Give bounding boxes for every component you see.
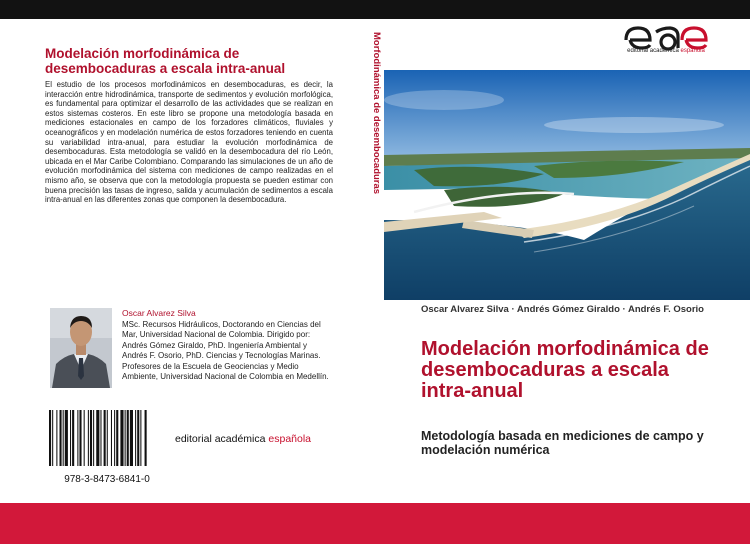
barcode-bar — [52, 410, 53, 466]
logo-text-main: editorial académica — [627, 48, 681, 54]
barcode-bar — [116, 410, 118, 466]
front-cover-authors: Oscar Alvarez Silva · Andrés Gómez Giraldo · Andrés F. Osorio — [421, 304, 704, 315]
publisher-name-main: editorial académica — [175, 433, 269, 445]
publisher-logo — [620, 22, 710, 60]
barcode-bar — [49, 410, 51, 466]
barcode-bar — [72, 410, 74, 466]
barcode-bar — [127, 410, 129, 466]
back-cover-blurb: El estudio de los procesos morfodinámicos en desembocaduras, es decir, la interacción entre hidrodinámica, transporte de sedimentos y evolución morfológica, es fundamental para optimizar el desarrollo de las actividades que se realizan en estos sistemas costeros. En este libro se propone una metodología basada en mediciones estacionales en campo de los forzadores climáticos, fluviales y oceanográficos y en modelación numérica de estos forzadores teniendo en cuenta su variabilidad intra-anual, para estudiar la evolución morfodinámica de desembocaduras. Esta metodología se validó en la desembocadura del río León, ubicada en el Mar Caribe Colombiano. Comparando las simulaciones de un año de evolución morfodinámica del sistema con mediciones de campo realizadas en el mismo año, se observa que con la metodología propuesta se pueden estimar con buena precisión las tasas de ingreso, salida y acumulación de sedimentos a escala intra-anual en las diferentes zonas que componen la desembocadura. — [45, 80, 333, 205]
barcode-bar — [56, 410, 57, 466]
barcode-bar — [137, 410, 139, 466]
barcode-bar — [114, 410, 115, 466]
spine-title: Morfodinámica de desembocaduras — [371, 32, 382, 195]
logo-text-accent: española — [680, 48, 705, 54]
barcode-bar — [120, 410, 123, 466]
barcode-bar — [100, 410, 101, 466]
front-cover-title: Modelación morfodinámica de desembocaduras a escala intra-anual — [421, 338, 709, 402]
barcode-bar — [90, 410, 92, 466]
back-cover-title: Modelación morfodinámica de desembocaduras a escala intra-anual — [45, 46, 286, 76]
barcode-bar — [88, 410, 89, 466]
barcode-bar — [111, 410, 112, 466]
author-name: Oscar Alvarez Silva — [122, 308, 196, 318]
barcode-bar — [130, 410, 133, 466]
barcode-bar — [107, 410, 108, 466]
barcode-bar — [104, 410, 106, 466]
publisher-logo-text — [620, 48, 712, 54]
bottom-band — [0, 503, 750, 544]
front-cover-subtitle: Metodología basada en mediciones de campo y modelación numérica — [421, 429, 704, 457]
barcode — [47, 410, 167, 466]
barcode-bar — [140, 410, 141, 466]
publisher-name-back — [175, 433, 311, 445]
barcode-bar — [145, 410, 147, 466]
barcode-bar — [135, 410, 136, 466]
barcode-bar — [63, 410, 64, 466]
barcode-bar — [93, 410, 94, 466]
barcode-bar — [125, 410, 126, 466]
barcode-bar — [70, 410, 71, 466]
barcode-bar — [96, 410, 99, 466]
barcode-bar — [65, 410, 68, 466]
top-band — [0, 0, 750, 19]
author-photo — [50, 308, 112, 388]
isbn-number: 978-3-8473-6841-0 — [64, 474, 150, 485]
author-bio: MSc. Recursos Hidráulicos, Doctorando en Ciencias del Mar, Universidad Nacional de Colombia. Dirigido por: Andrés Gómez Giraldo, PhD. Ingeniería Ambiental y Andrés F. Osorio, PhD. Ciencias y Tecnologías Marinas. Profesores de la Escuela de Geociencias y Medio Ambiente, Universidad Nacional de Colombia en Medellín. — [122, 320, 329, 382]
barcode-bar — [84, 410, 85, 466]
publisher-name-accent: española — [268, 433, 312, 445]
barcode-bar — [60, 410, 62, 466]
barcode-bar — [79, 410, 81, 466]
barcode-bar — [77, 410, 78, 466]
cover-photo-river-mouth — [384, 70, 750, 300]
